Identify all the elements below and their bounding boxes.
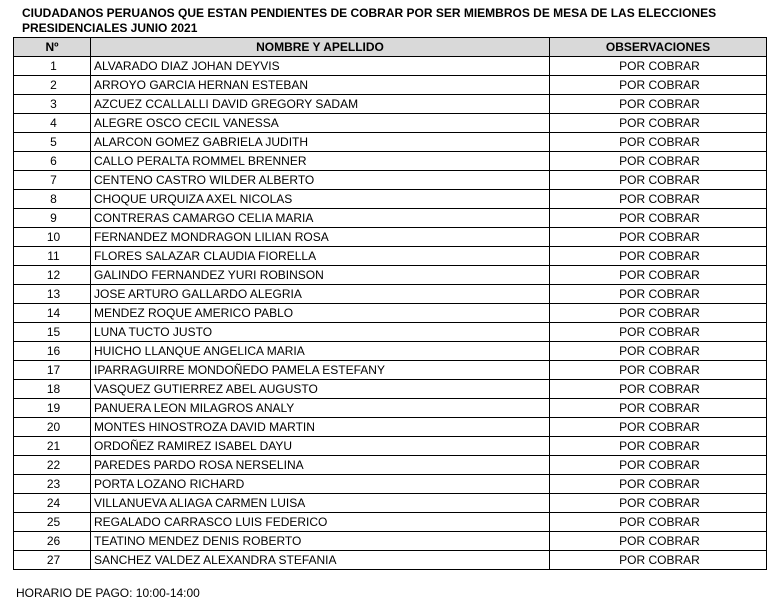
row-observation: POR COBRAR	[550, 304, 767, 323]
row-name: MONTES HINOSTROZA DAVID MARTIN	[91, 418, 550, 437]
payment-schedule: HORARIO DE PAGO: 10:00-14:00	[16, 586, 200, 600]
table-row	[14, 209, 767, 228]
table-row	[14, 323, 767, 342]
table-row	[14, 418, 767, 437]
row-number: 6	[14, 152, 91, 171]
row-observation: POR COBRAR	[550, 76, 767, 95]
row-number: 14	[14, 304, 91, 323]
row-number: 1	[14, 57, 91, 76]
table-row	[14, 494, 767, 513]
table-row	[14, 76, 767, 95]
table-row	[14, 152, 767, 171]
row-observation: POR COBRAR	[550, 95, 767, 114]
table-row	[14, 57, 767, 76]
row-number: 11	[14, 247, 91, 266]
table-row	[14, 304, 767, 323]
document-title	[22, 6, 762, 36]
row-number: 19	[14, 399, 91, 418]
row-observation: POR COBRAR	[550, 399, 767, 418]
row-observation: POR COBRAR	[550, 152, 767, 171]
table-row	[14, 513, 767, 532]
row-name: VILLANUEVA ALIAGA CARMEN LUISA	[91, 494, 550, 513]
row-observation: POR COBRAR	[550, 57, 767, 76]
row-observation: POR COBRAR	[550, 133, 767, 152]
row-name: GALINDO FERNANDEZ YURI ROBINSON	[91, 266, 550, 285]
header-name: NOMBRE Y APELLIDO	[91, 38, 550, 57]
row-observation: POR COBRAR	[550, 513, 767, 532]
row-number: 22	[14, 456, 91, 475]
header-observations: OBSERVACIONES	[550, 38, 767, 57]
row-number: 15	[14, 323, 91, 342]
row-number: 5	[14, 133, 91, 152]
row-name: PORTA LOZANO RICHARD	[91, 475, 550, 494]
row-number: 3	[14, 95, 91, 114]
row-number: 27	[14, 551, 91, 570]
row-observation: POR COBRAR	[550, 437, 767, 456]
row-observation: POR COBRAR	[550, 190, 767, 209]
row-observation: POR COBRAR	[550, 361, 767, 380]
row-number: 16	[14, 342, 91, 361]
row-number: 17	[14, 361, 91, 380]
row-number: 20	[14, 418, 91, 437]
row-name: ORDOÑEZ RAMIREZ ISABEL DAYU	[91, 437, 550, 456]
row-name: FERNANDEZ MONDRAGON LILIAN ROSA	[91, 228, 550, 247]
row-observation: POR COBRAR	[550, 475, 767, 494]
row-number: 10	[14, 228, 91, 247]
table-row	[14, 228, 767, 247]
table-row	[14, 190, 767, 209]
table-row	[14, 437, 767, 456]
row-name: ALARCON GOMEZ GABRIELA JUDITH	[91, 133, 550, 152]
row-name: IPARRAGUIRRE MONDOÑEDO PAMELA ESTEFANY	[91, 361, 550, 380]
table-row	[14, 475, 767, 494]
table-header-row	[14, 38, 767, 57]
row-observation: POR COBRAR	[550, 532, 767, 551]
row-observation: POR COBRAR	[550, 323, 767, 342]
table-row	[14, 551, 767, 570]
row-name: VASQUEZ GUTIERREZ ABEL AUGUSTO	[91, 380, 550, 399]
row-observation: POR COBRAR	[550, 456, 767, 475]
row-name: CALLO PERALTA ROMMEL BRENNER	[91, 152, 550, 171]
header-number: Nº	[14, 38, 91, 57]
table-body	[14, 57, 767, 570]
table-row	[14, 456, 767, 475]
row-observation: POR COBRAR	[550, 114, 767, 133]
row-observation: POR COBRAR	[550, 342, 767, 361]
row-name: ALVARADO DIAZ JOHAN DEYVIS	[91, 57, 550, 76]
row-observation: POR COBRAR	[550, 418, 767, 437]
row-number: 2	[14, 76, 91, 95]
row-name: PANUERA LEON MILAGROS ANALY	[91, 399, 550, 418]
table-row	[14, 114, 767, 133]
title-line-2: PRESIDENCIALES JUNIO 2021	[22, 21, 198, 35]
table-row	[14, 380, 767, 399]
table-row	[14, 247, 767, 266]
table-row	[14, 266, 767, 285]
row-observation: POR COBRAR	[550, 171, 767, 190]
table-row	[14, 399, 767, 418]
row-name: AZCUEZ CCALLALLI DAVID GREGORY SADAM	[91, 95, 550, 114]
row-number: 8	[14, 190, 91, 209]
row-name: CHOQUE URQUIZA AXEL NICOLAS	[91, 190, 550, 209]
row-number: 4	[14, 114, 91, 133]
row-observation: POR COBRAR	[550, 494, 767, 513]
row-name: PAREDES PARDO ROSA NERSELINA	[91, 456, 550, 475]
row-number: 21	[14, 437, 91, 456]
row-name: TEATINO MENDEZ DENIS ROBERTO	[91, 532, 550, 551]
row-number: 25	[14, 513, 91, 532]
row-name: LUNA TUCTO JUSTO	[91, 323, 550, 342]
row-name: HUICHO LLANQUE ANGELICA MARIA	[91, 342, 550, 361]
table-row	[14, 361, 767, 380]
row-name: ARROYO GARCIA HERNAN ESTEBAN	[91, 76, 550, 95]
row-number: 7	[14, 171, 91, 190]
row-name: ALEGRE OSCO CECIL VANESSA	[91, 114, 550, 133]
row-name: JOSE ARTURO GALLARDO ALEGRIA	[91, 285, 550, 304]
row-observation: POR COBRAR	[550, 228, 767, 247]
row-observation: POR COBRAR	[550, 551, 767, 570]
row-observation: POR COBRAR	[550, 247, 767, 266]
row-number: 12	[14, 266, 91, 285]
row-number: 18	[14, 380, 91, 399]
row-observation: POR COBRAR	[550, 209, 767, 228]
row-name: SANCHEZ VALDEZ ALEXANDRA STEFANIA	[91, 551, 550, 570]
row-observation: POR COBRAR	[550, 285, 767, 304]
row-observation: POR COBRAR	[550, 380, 767, 399]
table-row	[14, 532, 767, 551]
row-number: 26	[14, 532, 91, 551]
table-row	[14, 342, 767, 361]
table-row	[14, 171, 767, 190]
row-number: 13	[14, 285, 91, 304]
row-name: MENDEZ ROQUE AMERICO PABLO	[91, 304, 550, 323]
table-row	[14, 285, 767, 304]
row-name: CONTRERAS CAMARGO CELIA MARIA	[91, 209, 550, 228]
table-row	[14, 95, 767, 114]
row-number: 24	[14, 494, 91, 513]
row-name: FLORES SALAZAR CLAUDIA FIORELLA	[91, 247, 550, 266]
row-number: 23	[14, 475, 91, 494]
row-name: REGALADO CARRASCO LUIS FEDERICO	[91, 513, 550, 532]
title-line-1: CIUDADANOS PERUANOS QUE ESTAN PENDIENTES DE COBRAR POR SER MIEMBROS DE MESA DE LAS ELECCIONES	[22, 6, 717, 20]
row-number: 9	[14, 209, 91, 228]
row-name: CENTENO CASTRO WILDER ALBERTO	[91, 171, 550, 190]
table-row	[14, 133, 767, 152]
row-observation: POR COBRAR	[550, 266, 767, 285]
pending-payment-table	[13, 37, 767, 570]
